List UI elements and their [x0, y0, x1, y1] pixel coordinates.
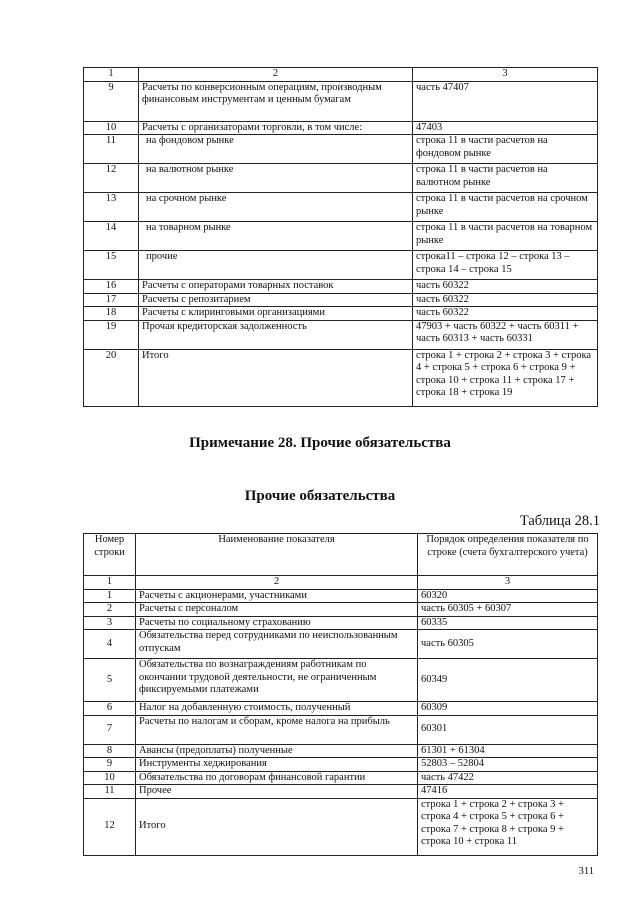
row-number: 1	[84, 589, 136, 603]
row-value: 60349	[418, 659, 598, 702]
table-row	[84, 785, 598, 799]
row-name: Расчеты по налогам и сборам, кроме налога на прибыль	[136, 715, 418, 744]
table-row	[84, 251, 598, 280]
table-continued	[83, 67, 598, 407]
row-number: 16	[84, 280, 139, 294]
table-row	[84, 81, 598, 121]
row-name: Расчеты по социальному страхованию	[136, 616, 418, 630]
table-row	[84, 589, 598, 603]
row-value: часть 60305	[418, 630, 598, 659]
row-number: 2	[84, 603, 136, 617]
row-number: 10	[84, 771, 136, 785]
row-number: 8	[84, 744, 136, 758]
row-name: на валютном рынке	[139, 164, 413, 193]
row-number: 11	[84, 135, 139, 164]
row-value: 47416	[418, 785, 598, 799]
table-row	[84, 307, 598, 321]
row-value: строка 11 в части расчетов на валютном рынке	[413, 164, 598, 193]
row-name: Расчеты с операторами товарных поставок	[139, 280, 413, 294]
page-number: 311	[578, 866, 594, 877]
row-name: прочие	[139, 251, 413, 280]
row-value: 61301 + 61304	[418, 744, 598, 758]
row-number: 18	[84, 307, 139, 321]
row-name: Прочая кредиторская задолженность	[139, 320, 413, 349]
row-number: 14	[84, 222, 139, 251]
table-row	[84, 135, 598, 164]
row-value: часть 60305 + 60307	[418, 603, 598, 617]
row-number: 5	[84, 659, 136, 702]
row-number: 10	[84, 121, 139, 135]
table-row	[84, 771, 598, 785]
table-row	[84, 659, 598, 702]
row-name: Обязательства по договорам финансовой гарантии	[136, 771, 418, 785]
row-value: 47903 + часть 60322 + часть 60311 + часть 60313 + часть 60331	[413, 320, 598, 349]
row-name: Авансы (предоплаты) полученные	[136, 744, 418, 758]
table-row	[84, 164, 598, 193]
table-row	[84, 715, 598, 744]
row-value: часть 60322	[413, 280, 598, 294]
row-value: строка 1 + строка 2 + строка 3 + строка 4 + строка 5 + строка 6 + строка 9 + строка 10 + строка 11 + строка 17 + строка 18 + строка 19	[413, 349, 598, 406]
col-number-cell: 2	[139, 68, 413, 82]
row-value: 60320	[418, 589, 598, 603]
col-number-cell: 2	[136, 576, 418, 590]
row-number: 6	[84, 702, 136, 716]
row-value: часть 60322	[413, 293, 598, 307]
col-number-cell: 1	[84, 576, 136, 590]
row-value: строка 11 в части расчетов на срочном рынке	[413, 193, 598, 222]
row-name: Итого	[139, 349, 413, 406]
row-name: на товарном рынке	[139, 222, 413, 251]
row-number: 9	[84, 81, 139, 121]
table-row	[84, 744, 598, 758]
row-name: на срочном рынке	[139, 193, 413, 222]
table-label: Таблица 28.1	[519, 513, 600, 529]
row-value: строка11 – строка 12 – строка 13 – строка 14 – строка 15	[413, 251, 598, 280]
section-title: Прочие обязательства	[244, 488, 396, 504]
row-name: на фондовом рынке	[139, 135, 413, 164]
table-row	[84, 222, 598, 251]
row-name: Инструменты хеджирования	[136, 758, 418, 772]
row-name: Обязательства перед сотрудниками по неиспользованным отпускам	[136, 630, 418, 659]
table-row	[84, 293, 598, 307]
row-name: Налог на добавленную стоимость, полученный	[136, 702, 418, 716]
row-name: Расчеты с организаторами торговли, в том числе:	[139, 121, 413, 135]
col-number-cell: 3	[418, 576, 598, 590]
row-number: 7	[84, 715, 136, 744]
table-row	[84, 702, 598, 716]
row-name: Обязательства по вознаграждениям работникам по окончании трудовой деятельности, не ограниченным фиксируемыми платежами	[136, 659, 418, 702]
row-value: 52803 – 52804	[418, 758, 598, 772]
row-value: часть 47422	[418, 771, 598, 785]
table-row	[84, 630, 598, 659]
row-value: часть 60322	[413, 307, 598, 321]
row-number: 11	[84, 785, 136, 799]
col-number-cell: 1	[84, 68, 139, 82]
column-number-row	[84, 576, 598, 590]
row-number: 9	[84, 758, 136, 772]
header-name: Наименование показателя	[136, 534, 418, 576]
col-number-cell: 3	[413, 68, 598, 82]
header-row	[84, 534, 598, 576]
row-number: 20	[84, 349, 139, 406]
row-number: 19	[84, 320, 139, 349]
table-row	[84, 320, 598, 349]
table-row	[84, 616, 598, 630]
row-value: 60309	[418, 702, 598, 716]
row-name: Прочее	[136, 785, 418, 799]
row-number: 12	[84, 798, 136, 855]
row-number: 3	[84, 616, 136, 630]
row-name: Расчеты по конверсионным операциям, производным финансовым инструментам и ценным бумагам	[139, 81, 413, 121]
table-row	[84, 798, 598, 855]
row-name: Расчеты с репозитарием	[139, 293, 413, 307]
table-row	[84, 193, 598, 222]
table-row	[84, 280, 598, 294]
table-row	[84, 758, 598, 772]
column-number-row	[84, 68, 598, 82]
note-title: Примечание 28. Прочие обязательства	[189, 435, 451, 451]
row-name: Расчеты с клиринговыми организациями	[139, 307, 413, 321]
row-value: 47403	[413, 121, 598, 135]
row-value: строка 11 в части расчетов на товарном рынке	[413, 222, 598, 251]
table-row	[84, 603, 598, 617]
row-number: 13	[84, 193, 139, 222]
row-name: Расчеты с акционерами, участниками	[136, 589, 418, 603]
row-value: 60301	[418, 715, 598, 744]
row-number: 4	[84, 630, 136, 659]
row-value: строка 1 + строка 2 + строка 3 + строка 4 + строка 5 + строка 6 + строка 7 + строка 8 + строка 9 + строка 10 + строка 11	[418, 798, 598, 855]
table-row	[84, 121, 598, 135]
row-name: Итого	[136, 798, 418, 855]
row-value: строка 11 в части расчетов на фондовом рынке	[413, 135, 598, 164]
row-number: 12	[84, 164, 139, 193]
table-row	[84, 349, 598, 406]
header-value: Порядок определения показателя по строке (счета бухгалтерского учета)	[418, 534, 598, 576]
row-number: 17	[84, 293, 139, 307]
row-number: 15	[84, 251, 139, 280]
table-other-liabilities	[83, 533, 598, 856]
row-value: 60335	[418, 616, 598, 630]
row-name: Расчеты с персоналом	[136, 603, 418, 617]
row-value: часть 47407	[413, 81, 598, 121]
header-number: Номер строки	[84, 534, 136, 576]
